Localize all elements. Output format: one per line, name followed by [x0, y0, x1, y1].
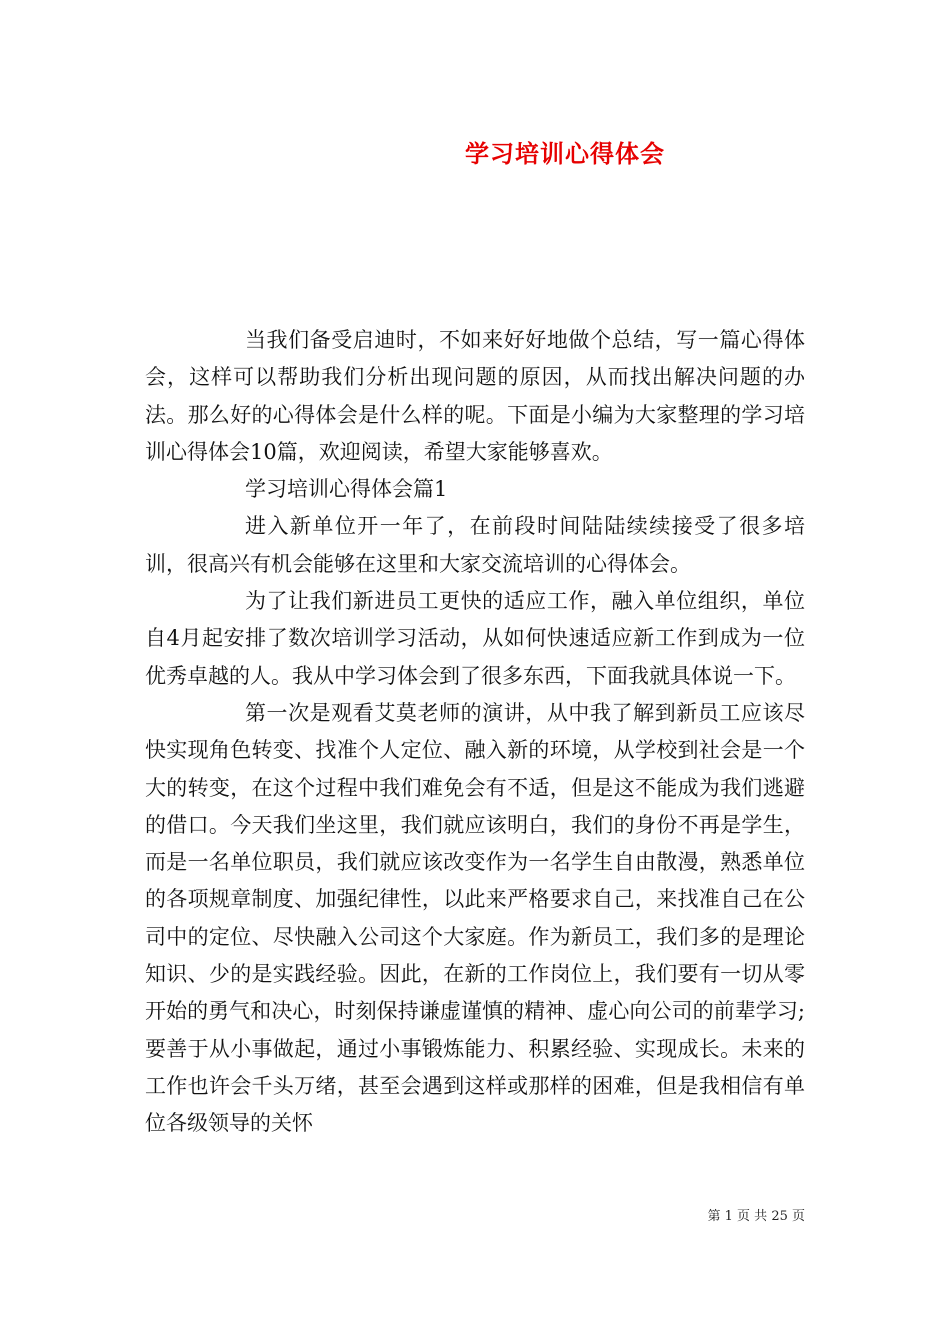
body-paragraph: 为了让我们新进员工更快的适应工作，融入单位组织，单位自4月起安排了数次培训学习活动，从如何快速适应新工作到成为一位优秀卓越的人。我从中学习体会到了很多东西，下面我就具体说一下。 [145, 589, 805, 688]
document-body [145, 322, 805, 1143]
section-heading: 学习培训心得体会篇1 [245, 477, 448, 502]
page-number-footer: 第 1 页 共 25 页 [707, 1209, 805, 1224]
body-paragraph: 进入新单位开一年了，在前段时间陆陆续续接受了很多培训，很高兴有机会能够在这里和大家交流培训的心得体会。 [145, 514, 805, 576]
intro-paragraph: 当我们备受启迪时，不如来好好地做个总结，写一篇心得体会，这样可以帮助我们分析出现问题的原因，从而找出解决问题的办法。那么好的心得体会是什么样的呢。下面是小编为大家整理的学习培训心得体会10篇，欢迎阅读，希望大家能够喜欢。 [145, 328, 805, 464]
document-title: 学习培训心得体会 [465, 139, 665, 168]
body-paragraph: 第一次是观看艾莫老师的演讲，从中我了解到新员工应该尽快实现角色转变、找准个人定位、融入新的环境，从学校到社会是一个大的转变，在这个过程中我们难免会有不适，但是这不能成为我们逃避的借口。今天我们坐这里，我们就应该明白，我们的身份不再是学生，而是一名单位职员，我们就应该改变作为一名学生自由散漫，熟悉单位的各项规章制度、加强纪律性，以此来严格要求自己，来找准自己在公司中的定位、尽快融入公司这个大家庭。作为新员工，我们多的是理论知识、少的是实践经验。因此，在新的工作岗位上，我们要有一切从零开始的勇气和决心，时刻保持谦虚谨慎的精神、虚心向公司的前辈学习;要善于从小事做起，通过小事锻炼能力、积累经验、实现成长。未来的工作也许会千头万绪，甚至会遇到这样或那样的困难，但是我相信有单位各级领导的关怀 [145, 700, 805, 1136]
